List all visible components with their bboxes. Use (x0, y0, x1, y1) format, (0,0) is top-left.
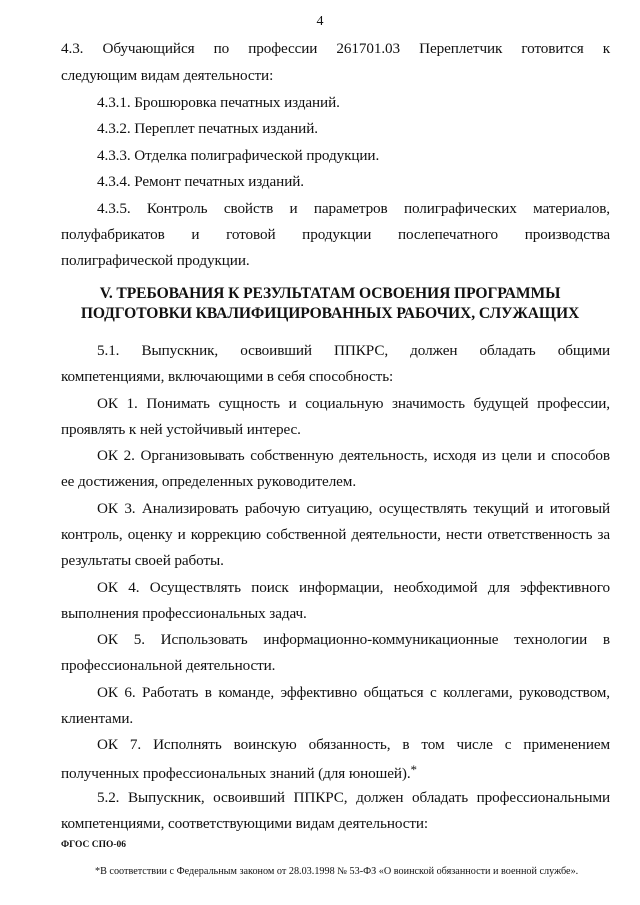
paragraph-line: 4.3. Обучающийся по профессии 261701.03 Переплетчик готовится к (61, 40, 610, 57)
paragraph-line: 5.1. Выпускник, освоивший ППКРС, должен обладать общими (97, 342, 610, 359)
document-code: ФГОС СПО-06 (61, 840, 127, 850)
paragraph-line: компетенциями, соответствующими видам деятельности: (61, 815, 429, 832)
competency-line: ОК 1. Понимать сущность и социальную значимость будущей профессии, (97, 395, 610, 412)
footnote: *В соответствии с Федеральным законом от 28.03.1998 № 53-ФЗ «О воинской обязанности и военной службе». (95, 866, 579, 877)
competency-line: ОК 2. Организовывать собственную деятельность, исходя из цели и способов (97, 447, 610, 464)
list-item: 4.3.4. Ремонт печатных изданий. (97, 173, 304, 190)
competency-line: ОК 7. Исполнять воинскую обязанность, в том числе с применением (97, 736, 610, 753)
section-heading-line-2: ПОДГОТОВКИ КВАЛИФИЦИРОВАННЫХ РАБОЧИХ, СЛУЖАЩИХ (80, 305, 580, 322)
competency-line: ОК 3. Анализировать рабочую ситуацию, осуществлять текущий и итоговый (97, 500, 610, 517)
competency-line: проявлять к ней устойчивый интерес. (61, 421, 301, 438)
competency-line: выполнения профессиональных задач. (61, 605, 307, 622)
competency-line: ОК 6. Работать в команде, эффективно общаться с коллегами, руководством, (97, 684, 610, 701)
list-item: 4.3.3. Отделка полиграфической продукции. (97, 147, 380, 164)
list-item: 4.3.2. Переплет печатных изданий. (97, 120, 318, 137)
list-item: 4.3.1. Брошюровка печатных изданий. (97, 94, 340, 111)
footnote-marker: * (410, 762, 417, 777)
competency-line: результаты своей работы. (61, 552, 224, 569)
competency-text: полученных профессиональных знаний (для юношей). (61, 765, 411, 782)
page-number: 4 (316, 14, 324, 29)
competency-line: профессиональной деятельности. (61, 657, 276, 674)
paragraph-line: полуфабрикатов и готовой продукции послепечатного производства (61, 226, 610, 243)
paragraph-line: 5.2. Выпускник, освоивший ППКРС, должен обладать профессиональными (97, 789, 610, 806)
paragraph-line: компетенциями, включающими в себя способность: (61, 368, 394, 385)
competency-line: ОК 5. Использовать информационно-коммуникационные технологии в (97, 631, 610, 648)
competency-line: контроль, оценку и коррекцию собственной деятельности, нести ответственность за (61, 526, 610, 543)
paragraph-line: полиграфической продукции. (61, 252, 250, 269)
competency-line (61, 762, 417, 783)
competency-line: клиентами. (61, 710, 134, 727)
competency-line: ее достижения, определенных руководителем. (61, 473, 357, 490)
list-item: 4.3.5. Контроль свойств и параметров полиграфических материалов, (97, 200, 610, 217)
section-heading-line-1: V. ТРЕБОВАНИЯ К РЕЗУЛЬТАТАМ ОСВОЕНИЯ ПРОГРАММЫ (99, 285, 561, 302)
competency-line: ОК 4. Осуществлять поиск информации, необходимой для эффективного (97, 579, 610, 596)
paragraph-line: следующим видам деятельности: (61, 67, 274, 84)
